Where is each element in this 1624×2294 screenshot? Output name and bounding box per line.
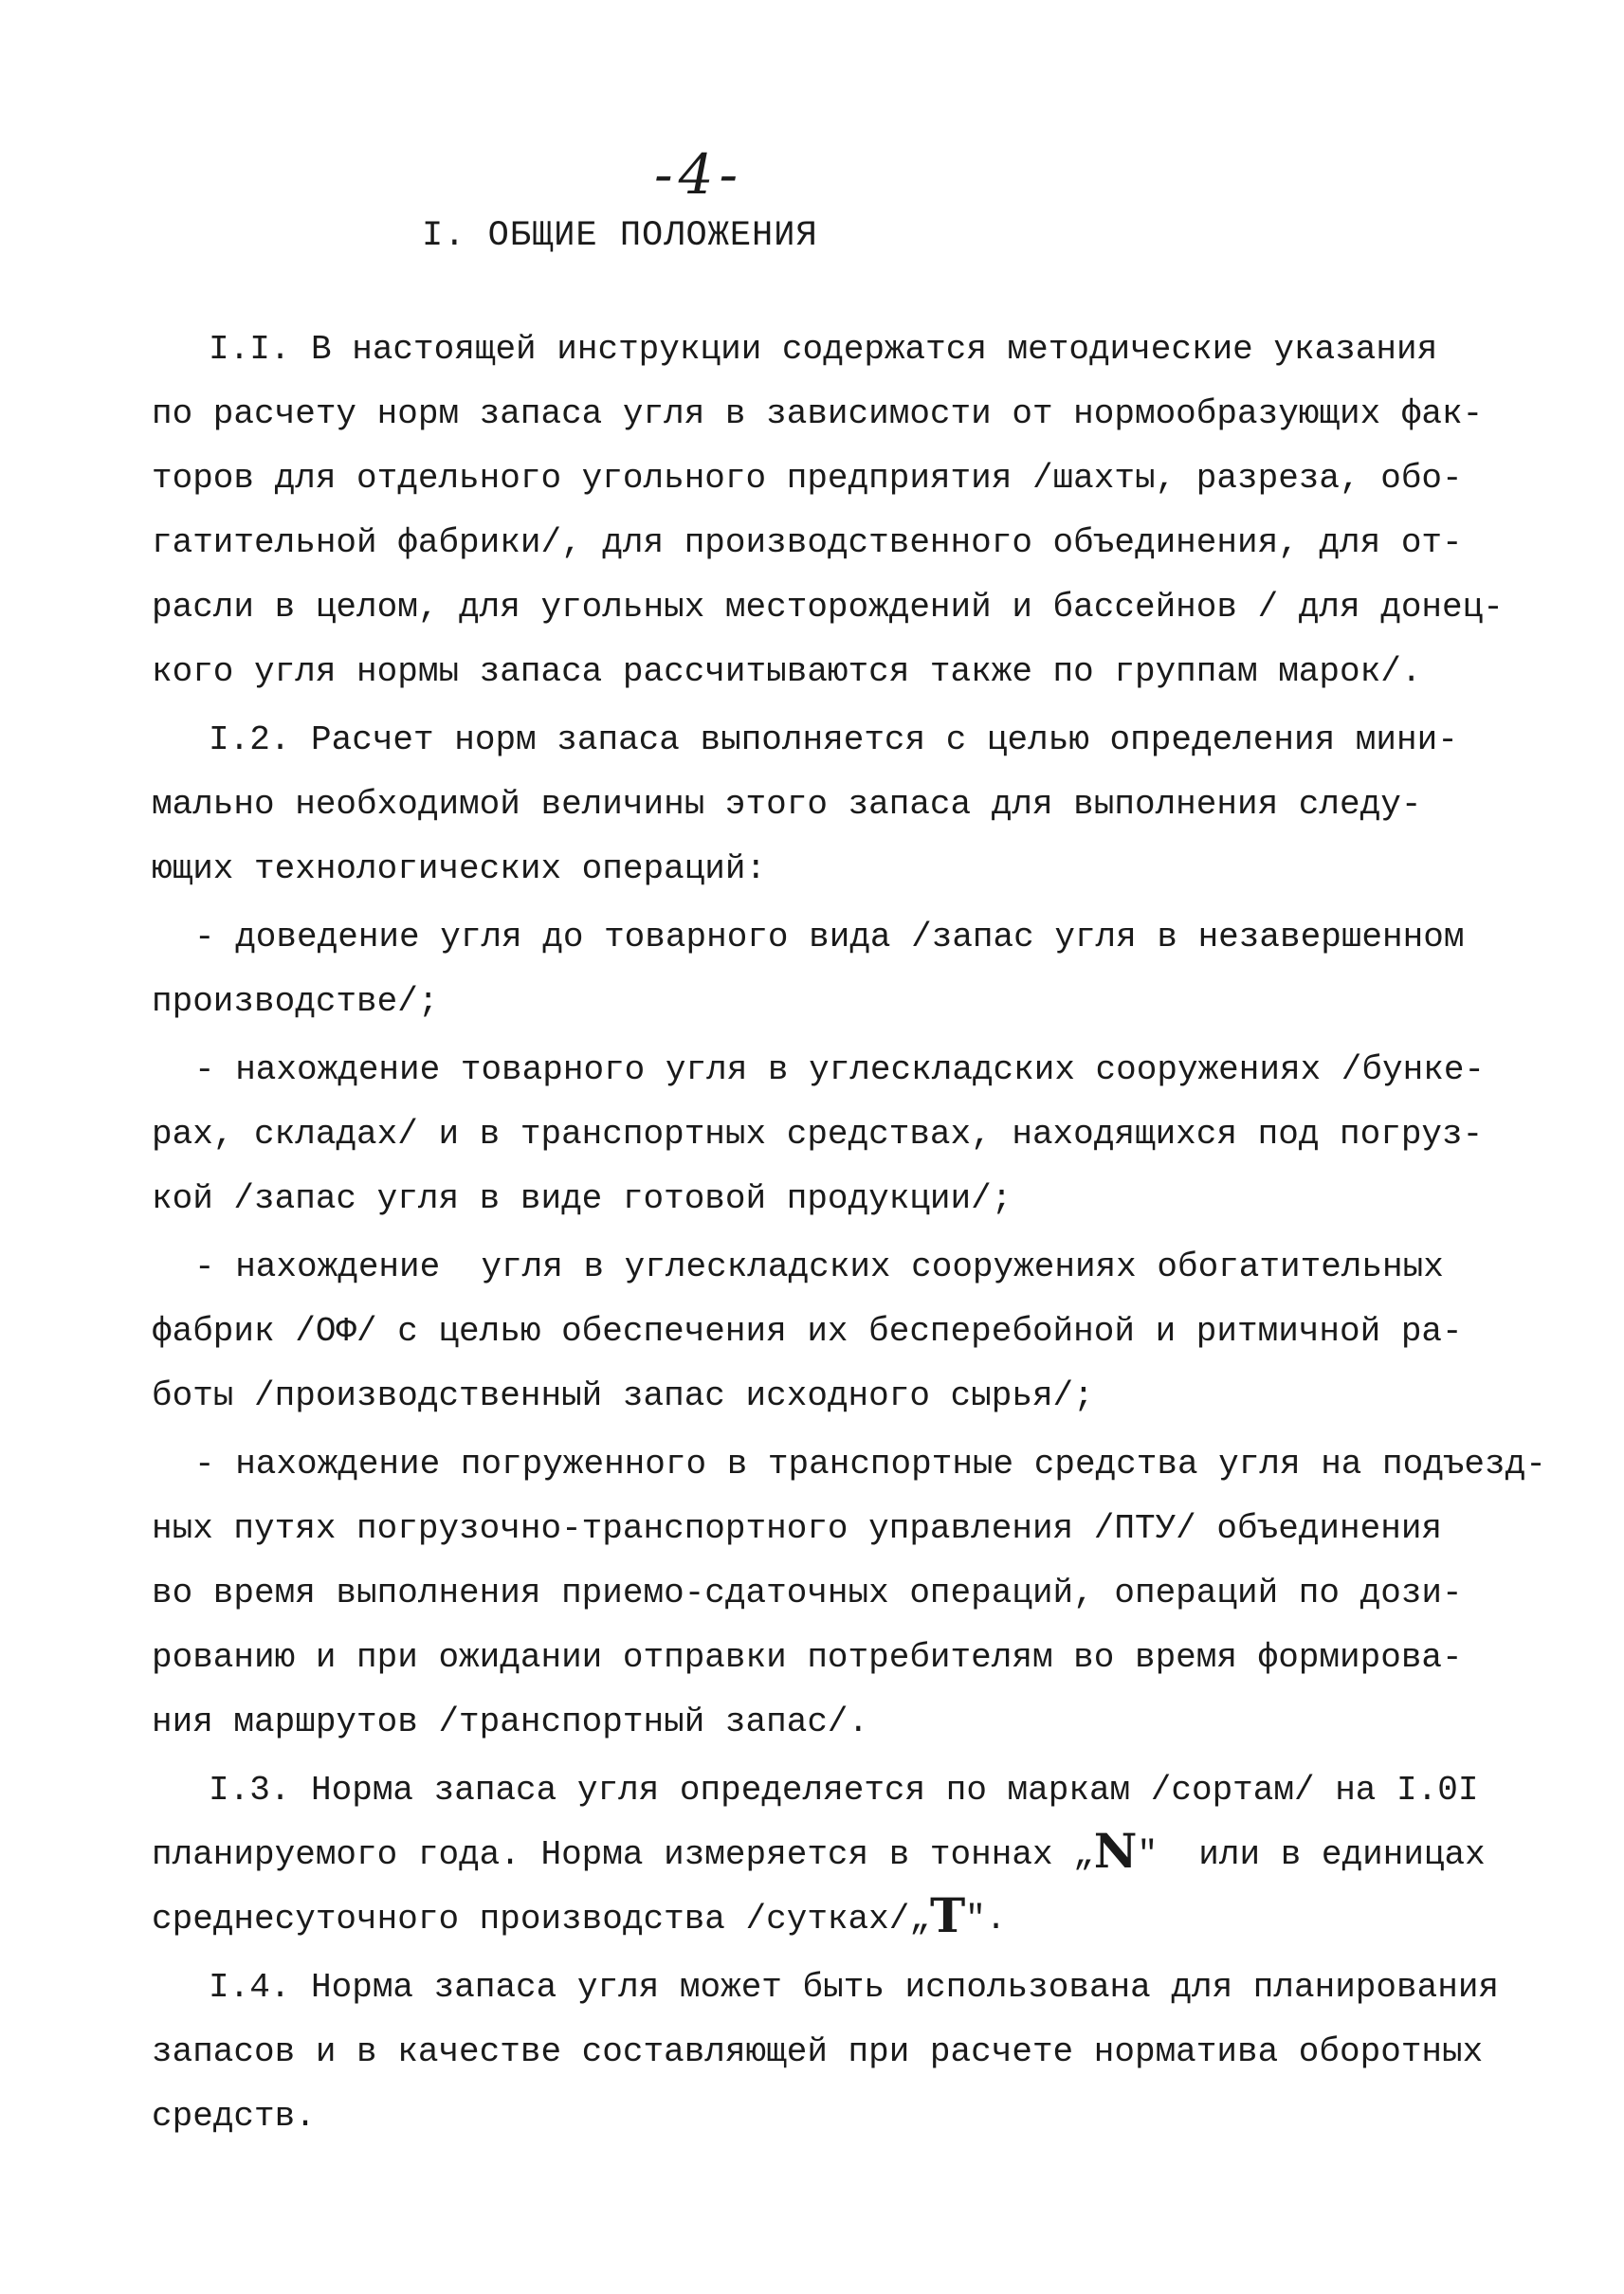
paragraph-line (152, 1887, 1479, 1952)
paragraph-line: средств. (152, 2097, 316, 2136)
paragraph-line (152, 1823, 1486, 1887)
t-symbol: Т (929, 1887, 966, 1943)
paragraph-line: по расчету норм запаса угля в зависимости от нормообразующих фак- (152, 394, 1484, 433)
paragraph-line: I.3. Норма запаса угля определяется по маркам /сортам/ на I.0I (209, 1771, 1479, 1810)
paragraph-line: I.I. В настоящей инструкции содержатся методические указания (209, 330, 1438, 369)
list-item-line: рованию и при ожидании отправки потребителям во время формирова- (152, 1638, 1463, 1677)
list-item-line: ных путях погрузочно-транспортного управления /ПТУ/ объединения (152, 1509, 1443, 1548)
list-item-line: фабрик /ОФ/ с целью обеспечения их бесперебойной и ритмичной ра- (152, 1312, 1463, 1351)
list-item-line: кой /запас угля в виде готовой продукции/; (152, 1179, 1013, 1218)
list-item-line: рах, складах/ и в транспортных средствах, находящихся под погруз- (152, 1115, 1484, 1154)
list-item-line: - нахождение товарного угля в углескладских сооружениях /бунке- (194, 1050, 1486, 1089)
document-body (152, 318, 1546, 2149)
text-segment: планируемого года. Норма измеряется в тоннах „ (152, 1835, 1094, 1874)
n-symbol: N (1093, 1823, 1138, 1879)
paragraph-line: мально необходимой величины этого запаса для выполнения следу- (152, 785, 1422, 824)
page-number: -4- (654, 142, 744, 207)
paragraph-line: запасов и в качестве составляющей при расчете норматива оборотных (152, 2032, 1484, 2071)
period-mark: . (985, 1900, 1007, 1939)
paragraph-line: торов для отдельного угольного предприятия /шахты, разреза, обо- (152, 459, 1463, 498)
list-item-line: производстве/; (152, 982, 439, 1021)
list-item-line: во время выполнения приемо-сдаточных операций, операций по дози- (152, 1574, 1463, 1612)
quote-mark: " (965, 1900, 986, 1939)
paragraph-line: расли в целом, для угольных месторождений и бассейнов / для донец- (152, 588, 1504, 627)
list-item-line: - доведение угля до товарного вида /запас угля в незавершенном (194, 918, 1465, 956)
paragraph-line: гатительной фабрики/, для производственного объединения, для от- (152, 523, 1463, 562)
paragraph-line: ющих технологических операций: (152, 849, 767, 888)
quote-mark: " (1137, 1835, 1159, 1874)
text-segment: или в единицах (1198, 1835, 1486, 1874)
list-item-line: - нахождение погруженного в транспортные средства угля на подъезд- (194, 1445, 1546, 1484)
section-title: I. ОБЩИЕ ПОЛОЖЕНИЯ (422, 216, 818, 256)
paragraph-line: I.4. Норма запаса угля может быть использована для планирования (209, 1968, 1500, 2007)
list-item-line: ния маршрутов /транспортный запас/. (152, 1702, 869, 1741)
paragraph-line: кого угля нормы запаса рассчитываются также по группам марок/. (152, 652, 1422, 691)
list-item-line: боты /производственный запас исходного сырья/; (152, 1376, 1094, 1415)
list-item-line: - нахождение угля в углескладских сооружениях обогатительных (194, 1247, 1444, 1286)
text-segment: среднесуточного производства /сутках/„ (152, 1900, 930, 1939)
paragraph-line: I.2. Расчет норм запаса выполняется с целью определения мини- (209, 720, 1458, 759)
